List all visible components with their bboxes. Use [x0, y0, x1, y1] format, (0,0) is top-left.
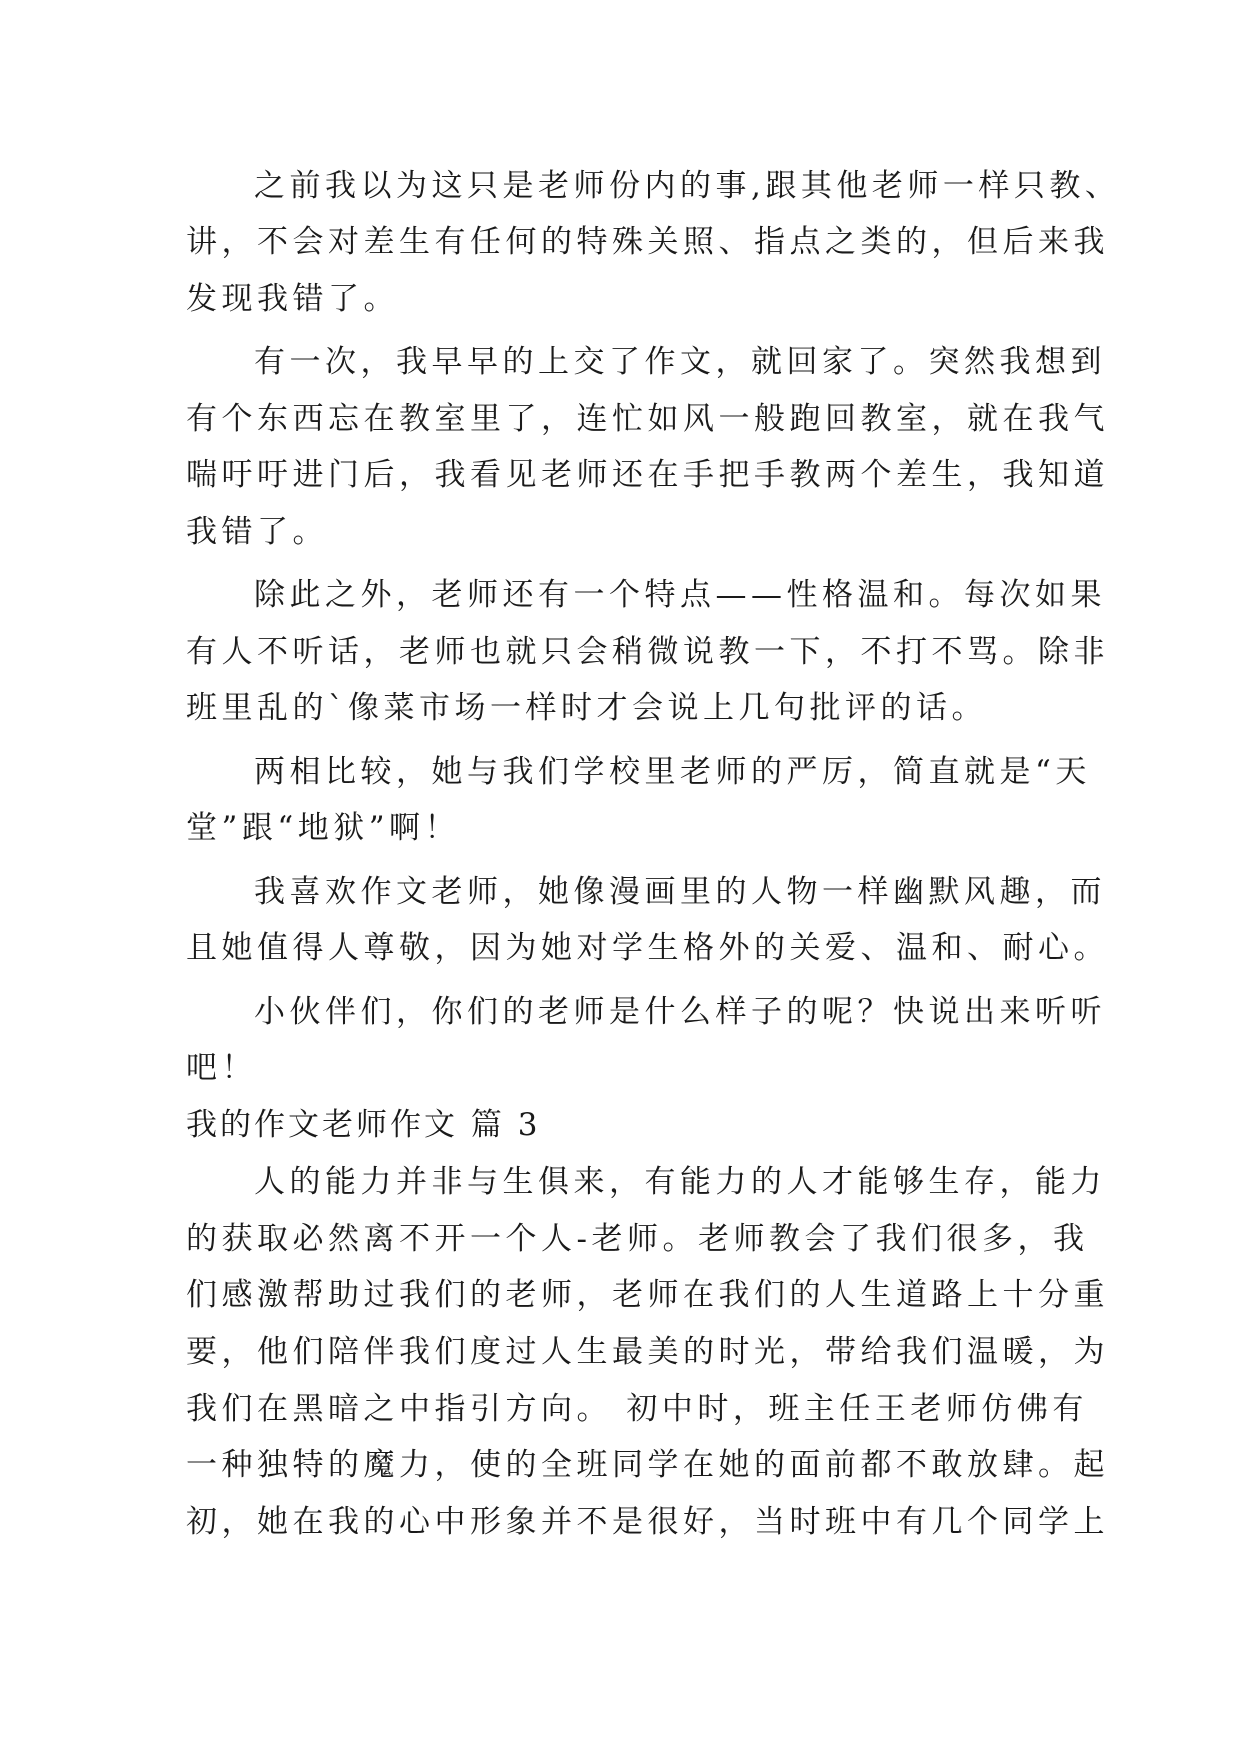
paragraph-line: 堂”跟“地狱”啊！ — [186, 810, 461, 846]
paragraph-line: 有人不听话，老师也就只会稍微说教一下，不打不骂。除非 — [186, 634, 1109, 670]
paragraph-line: 有个东西忘在教室里了，连忙如风一般跑回教室，就在我气 — [186, 401, 1109, 437]
paragraph-line: 我喜欢作文老师，她像漫画里的人物一样幽默风趣，而 — [254, 874, 1106, 910]
paragraph-line: 两相比较，她与我们学校里老师的严厉，简直就是“天 — [254, 754, 1091, 790]
paragraph-line: 班里乱的`像菜市场一样时才会说上几句批评的话。 — [186, 690, 987, 726]
paragraph-line: 喘吁吁进门后，我看见老师还在手把手教两个差生，我知道 — [186, 457, 1109, 493]
paragraph-line: 我错了。 — [186, 514, 328, 550]
paragraph-line: 之前我以为这只是老师份内的事,跟其他老师一样只教、 — [254, 168, 1121, 204]
paragraph-line: 小伙伴们，你们的老师是什么样子的呢？快说出来听听 — [254, 994, 1106, 1030]
paragraph-line: 吧！ — [186, 1050, 257, 1086]
paragraph-line: 初，她在我的心中形象并不是很好，当时班中有几个同学上 — [186, 1504, 1109, 1540]
paragraph-line: 们感激帮助过我们的老师，老师在我们的人生道路上十分重 — [186, 1277, 1109, 1313]
paragraph-line: 且她值得人尊敬，因为她对学生格外的关爱、温和、耐心。 — [186, 930, 1109, 966]
paragraph-line: 一种独特的魔力，使的全班同学在她的面前都不敢放肆。起 — [186, 1447, 1109, 1483]
paragraph-line: 讲，不会对差生有任何的特殊关照、指点之类的，但后来我 — [186, 224, 1109, 260]
paragraph-line: 发现我错了。 — [186, 281, 399, 317]
paragraph-line: 的获取必然离不开一个人-老师。老师教会了我们很多，我 — [186, 1221, 1089, 1257]
paragraph-line: 除此之外，老师还有一个特点——性格温和。每次如果 — [254, 577, 1106, 613]
paragraph-line: 我们在黑暗之中指引方向。 初中时，班主任王老师仿佛有 — [186, 1391, 1088, 1427]
paragraph-line: 要，他们陪伴我们度过人生最美的时光，带给我们温暖，为 — [186, 1334, 1109, 1370]
paragraph-line: 人的能力并非与生俱来，有能力的人才能够生存，能力 — [254, 1164, 1106, 1200]
section-heading: 我的作文老师作文 篇 3 — [186, 1107, 541, 1143]
paragraph-line: 有一次，我早早的上交了作文，就回家了。突然我想到 — [254, 344, 1106, 380]
